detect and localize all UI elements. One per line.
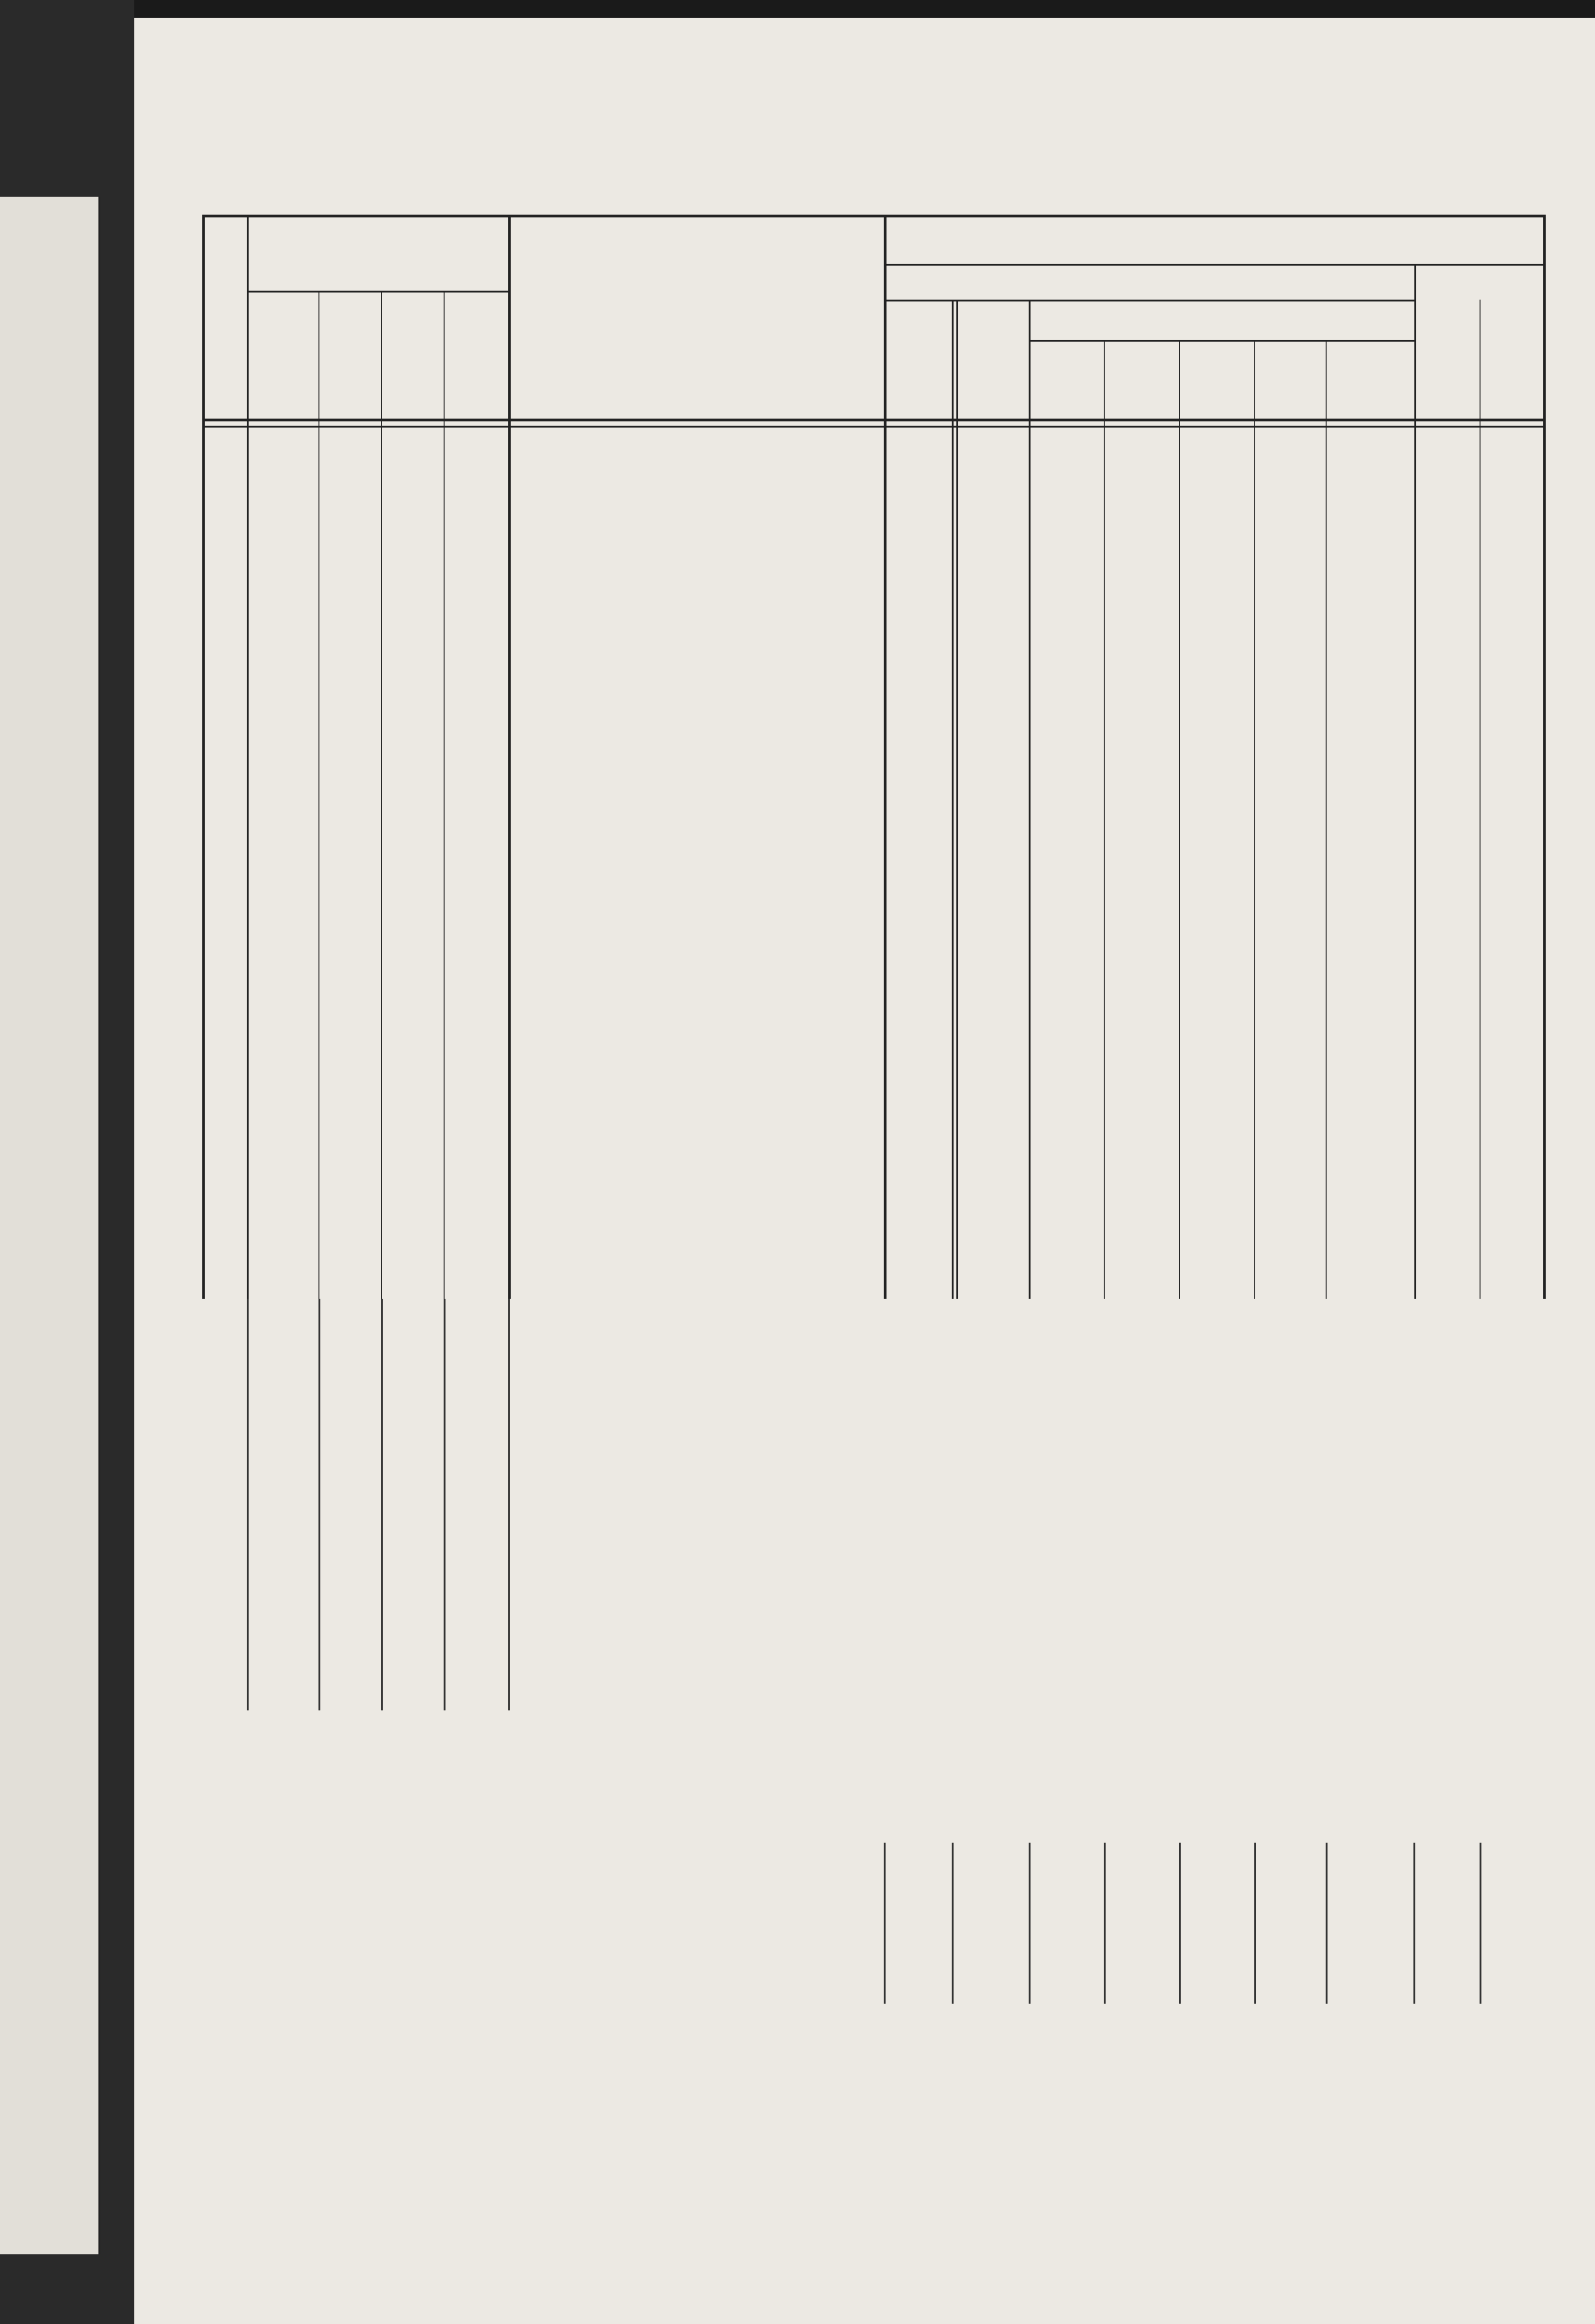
header-garten bbox=[1206, 337, 1227, 427]
header-fabriken bbox=[1502, 337, 1523, 427]
header-steuerpflichtige bbox=[967, 309, 1021, 425]
header-grossgrund bbox=[1428, 333, 1467, 422]
header-pferde bbox=[269, 309, 296, 416]
header-wiesen bbox=[1131, 337, 1152, 427]
header-schafe bbox=[399, 309, 426, 416]
statistics-table bbox=[202, 215, 1546, 1299]
notes-block bbox=[512, 1382, 1406, 1395]
header-hutweiden bbox=[1270, 337, 1310, 427]
previous-page-edge bbox=[0, 197, 100, 2254]
header-wald bbox=[1392, 337, 1413, 427]
header-im-ganzen bbox=[904, 304, 931, 411]
header-rinder bbox=[336, 309, 363, 416]
header-schweine bbox=[462, 309, 488, 416]
header-acker bbox=[1056, 337, 1077, 427]
header-row-number bbox=[206, 246, 242, 407]
